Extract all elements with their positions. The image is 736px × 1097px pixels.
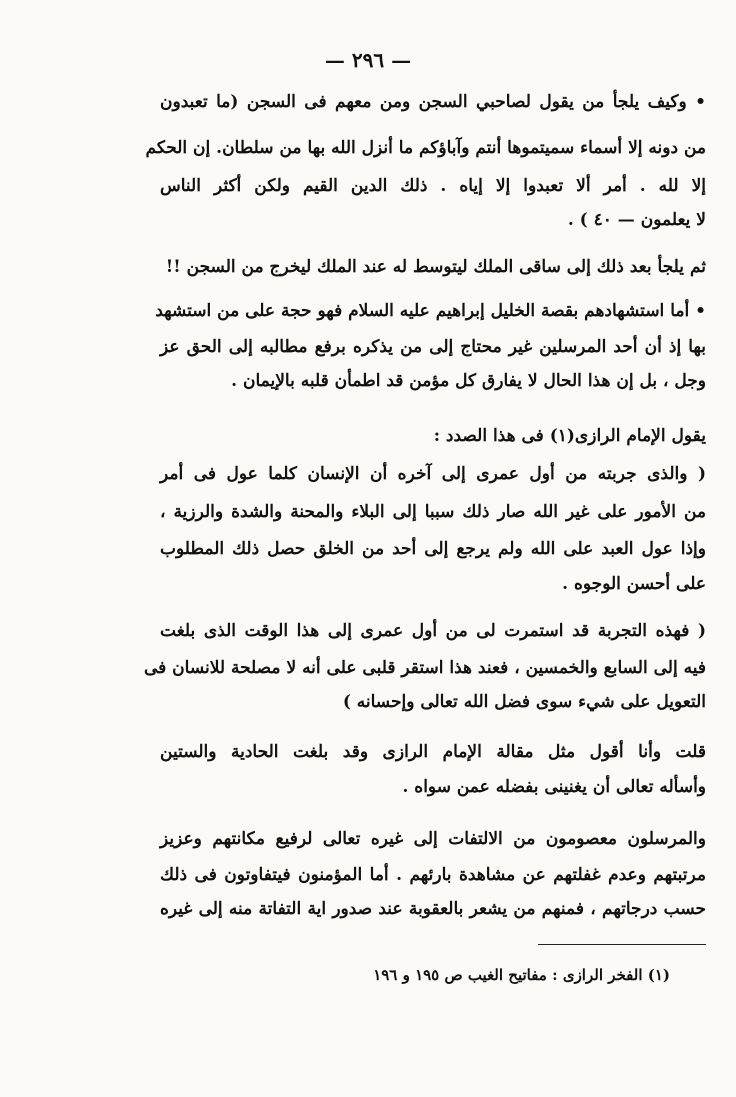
- text-line: • وكيف يلجأ من يقول لصاحبي السجن ومن معهم فى السجن (ما تعبدون: [160, 92, 706, 112]
- text-line: بها إذ أن أحد المرسلين غير محتاج إلى من يذكره برفع مطالبه إلى الحق عز: [160, 337, 706, 357]
- text-line: من دونه إلا أسماء سميتموها أنتم وآباؤكم ما أنزل الله بها من سلطان. إن الحكم: [145, 138, 706, 158]
- text-line: يقول الإمام الرازى(١) فى هذا الصدد :: [433, 426, 706, 446]
- text-line: ثم يلجأ بعد ذلك إلى ساقى الملك ليتوسط له عند الملك ليخرج من السجن !!: [165, 257, 706, 277]
- text-line: مرتبتهم وعدم غفلتهم عن مشاهدة بارئهم . أما المؤمنون فيتفاوتون فى ذلك: [160, 865, 706, 885]
- text-line: وإذا عول العبد على الله ولم يرجع إلى أحد من الخلق حصل ذلك المطلوب: [160, 539, 706, 559]
- text-line: وجل ، بل إن هذا الحال لا يفارق كل مؤمن قد اطمأن قلبه بالإيمان .: [231, 371, 706, 391]
- page-number: — ٢٩٦ —: [324, 48, 412, 72]
- text-line: قلت وأنا أقول مثل مقالة الإمام الرازى وقد بلغت الحادية والستين: [160, 742, 706, 762]
- text-line: • أما استشهادهم بقصة الخليل إبراهيم عليه السلام فهو حجة على من استشهد: [155, 301, 706, 321]
- text-line: على أحسن الوجوه .: [562, 574, 706, 594]
- text-line: من الأمور على غير الله صار ذلك سببا إلى البلاء والمحنة والشدة والرزية ،: [160, 502, 706, 522]
- footnote-divider: [538, 944, 706, 945]
- text-line: وأسأله تعالى أن يغنينى بفضله عمن سواه .: [402, 777, 706, 797]
- text-line: التعويل على شيء سوى فضل الله تعالى وإحسانه ): [342, 692, 706, 712]
- text-line: لا يعلمون — ٤٠ ) .: [567, 210, 706, 230]
- footnote: (١) الفخر الرازى : مفاتيح الغيب ص ١٩٥ و ١٩٦: [373, 966, 670, 984]
- text-line: فيه إلى السابع والخمسين ، فعند هذا استقر قلبى على أنه لا مصلحة للانسان فى: [143, 658, 706, 678]
- text-line: والمرسلون معصومون من الالتفات إلى غيره تعالى لرفيع مكانتهم وعزيز: [160, 829, 706, 849]
- text-line: إلا لله . أمر ألا تعبدوا إلا إياه . ذلك الدين القيم ولكن أكثر الناس: [160, 176, 706, 196]
- text-line: ( والذى جربته من أول عمرى إلى آخره أن الإنسان كلما عول فى أمر: [160, 464, 706, 484]
- text-line: حسب درجاتهم ، فمنهم من يشعر بالعقوبة عند صدور اية التفاتة منه إلى غيره: [160, 899, 706, 919]
- text-line: ( فهذه التجربة قد استمرت لى من أول عمرى إلى هذا الوقت الذى بلغت: [160, 621, 706, 641]
